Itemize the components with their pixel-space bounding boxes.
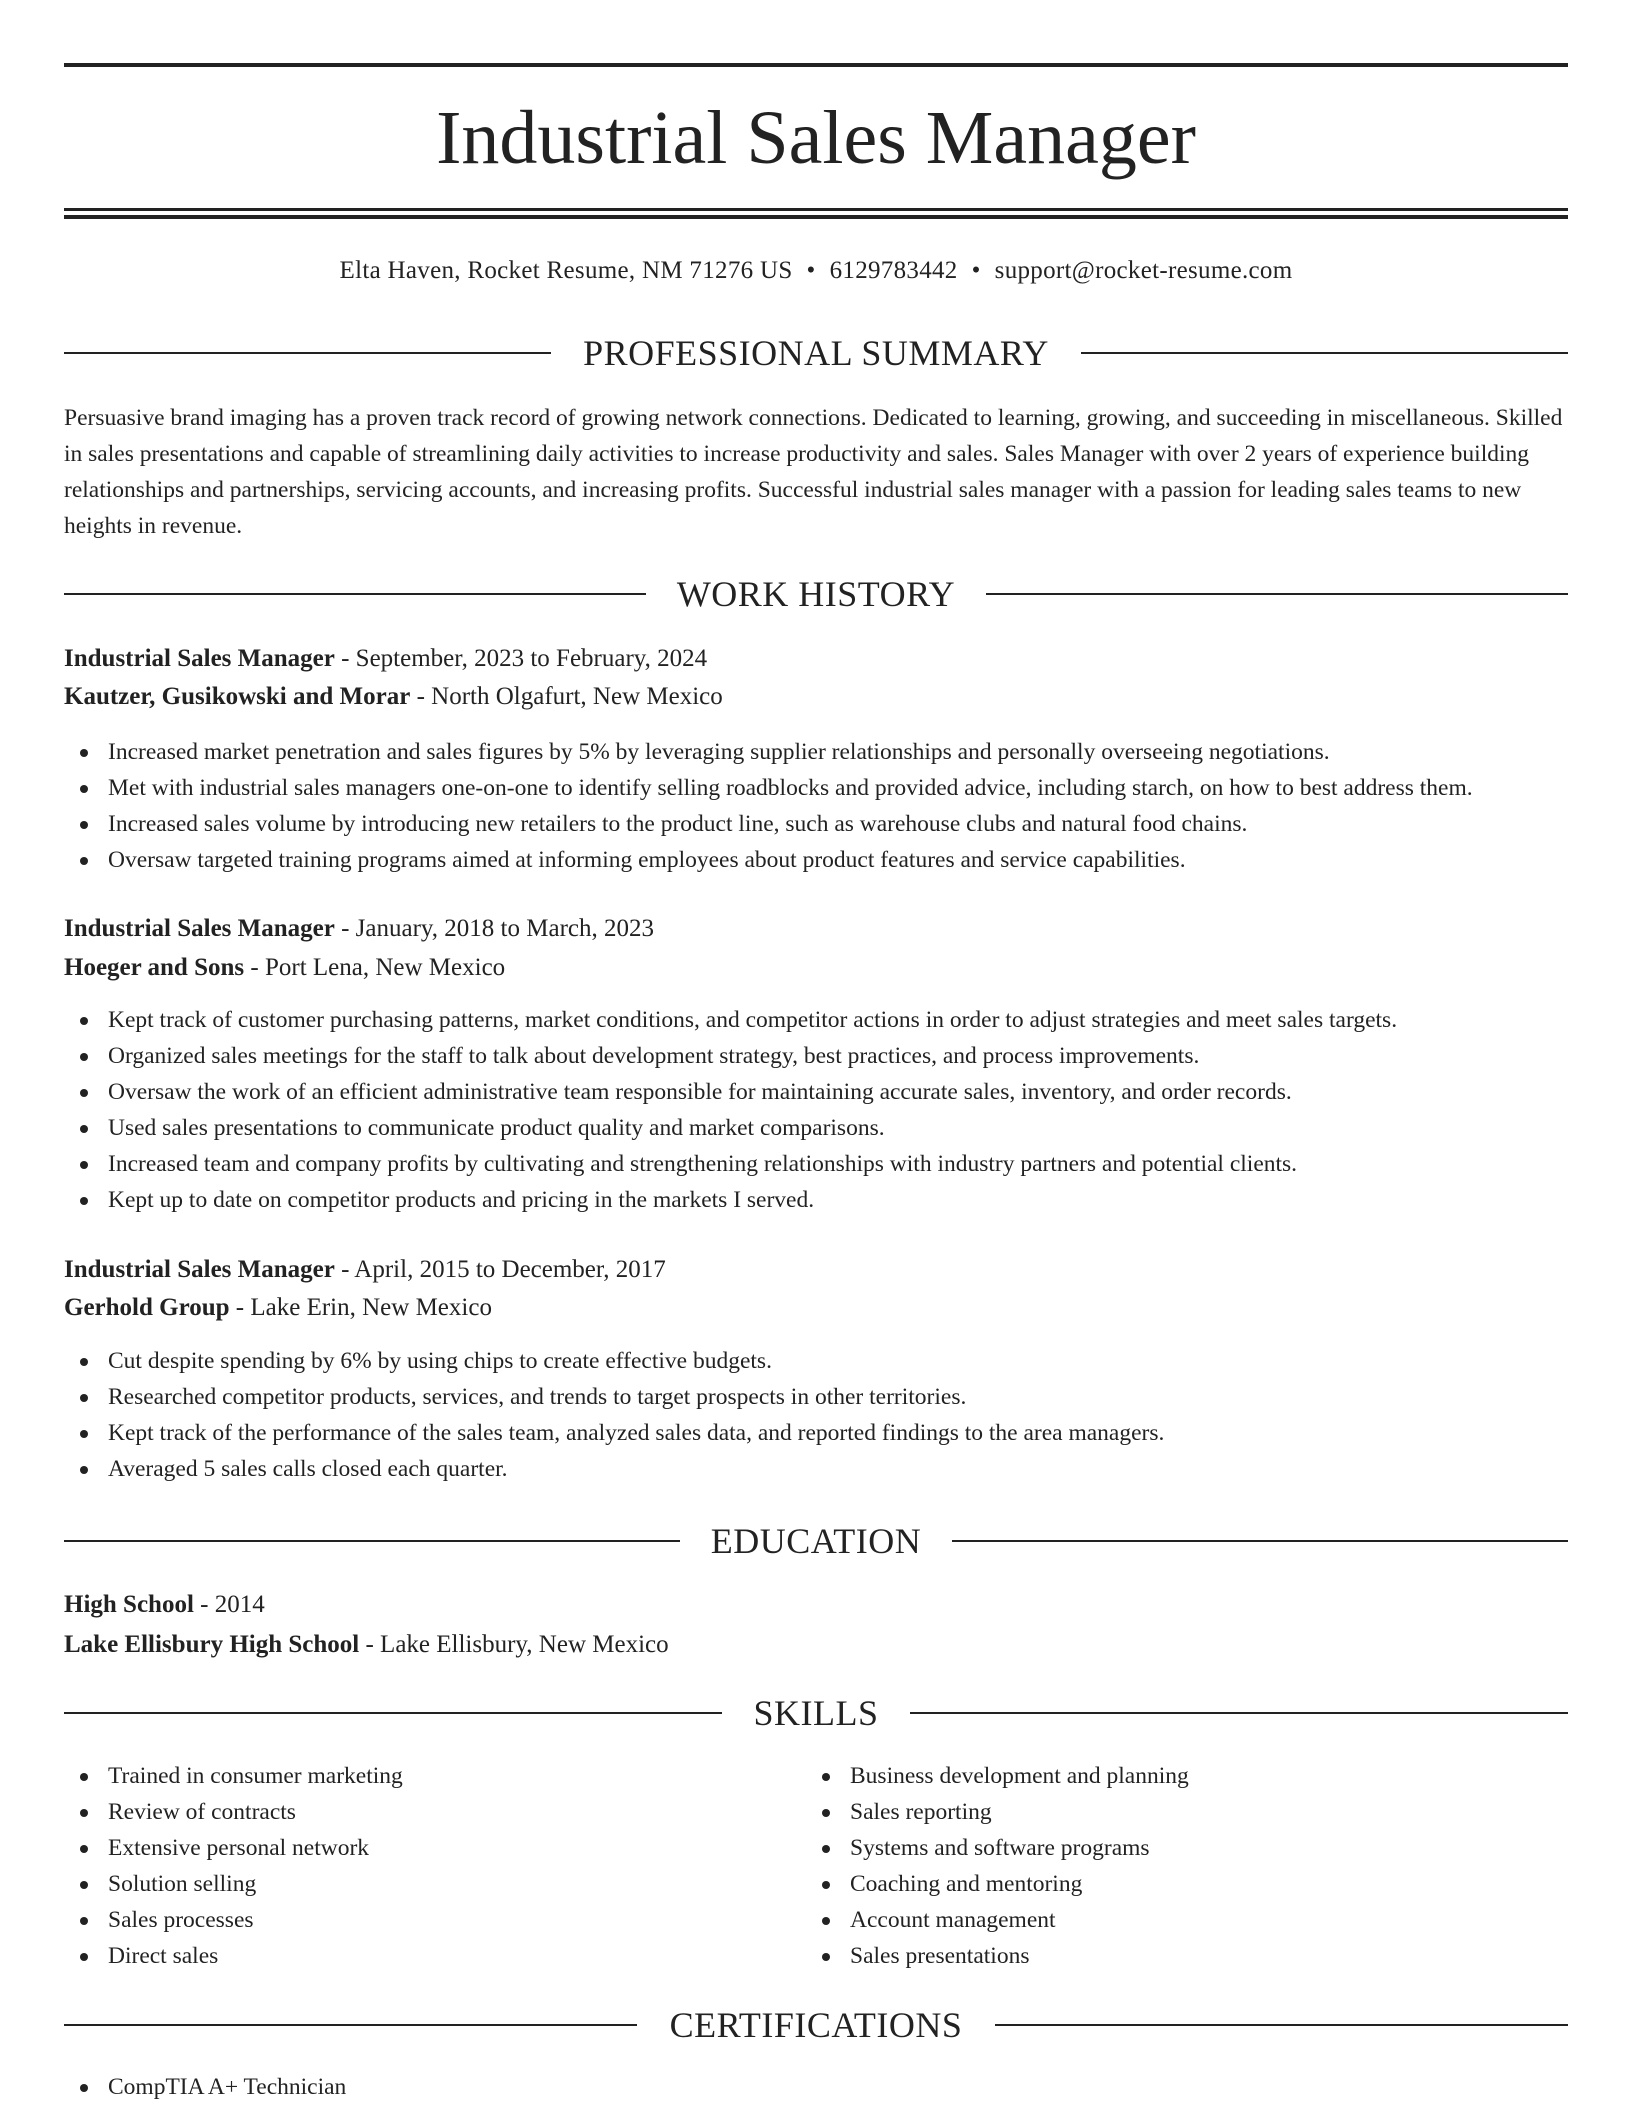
- job-company-line: [64, 950, 505, 986]
- education-school: Lake Ellisbury High School: [64, 1631, 360, 1658]
- section-header-skills: [64, 1689, 1568, 1737]
- job-bullets: [64, 1343, 1164, 1487]
- job-title: Industrial Sales Manager: [64, 1256, 335, 1283]
- contact-line: [64, 254, 1568, 288]
- list-item: Increased sales volume by introducing new retailers to the product line, such as warehouse clubs and natural food chains.: [64, 806, 1473, 842]
- job-company-line: [64, 679, 723, 715]
- list-item: Increased market penetration and sales figures by 5% by leveraging supplier relationships and personally overseeing negotiations.: [64, 734, 1473, 770]
- skill-item: Sales processes: [64, 1902, 403, 1938]
- list-item: Oversaw the work of an efficient administrative team responsible for maintaining accurate sales, inventory, and order records.: [64, 1074, 1397, 1110]
- job-location: - North Olgafurt, New Mexico: [410, 683, 723, 710]
- skill-item: Trained in consumer marketing: [64, 1758, 403, 1794]
- job-title: Industrial Sales Manager: [64, 915, 335, 942]
- job-title-line: [64, 641, 707, 677]
- education-degree-line: [64, 1587, 265, 1623]
- job-bullets: [64, 734, 1473, 878]
- contact-address: Elta Haven, Rocket Resume, NM 71276 US: [339, 257, 793, 284]
- skill-item: Business development and planning: [806, 1758, 1189, 1794]
- section-header-education: [64, 1517, 1568, 1565]
- list-item: Kept up to date on competitor products and pricing in the markets I served.: [64, 1182, 1397, 1218]
- education-school-line: [64, 1627, 669, 1663]
- job-location: - Lake Erin, New Mexico: [229, 1294, 492, 1321]
- section-title: EDUCATION: [710, 1521, 922, 1561]
- job-dates: - January, 2018 to March, 2023: [334, 915, 654, 942]
- list-item: Increased team and company profits by cultivating and strengthening relationships with industry partners and potential clients.: [64, 1146, 1397, 1182]
- contact-phone: 6129783442: [829, 257, 958, 284]
- skill-item: Systems and software programs: [806, 1830, 1189, 1866]
- list-item: Oversaw targeted training programs aimed at informing employees about product features and service capabilities.: [64, 842, 1473, 878]
- job-company: Kautzer, Gusikowski and Morar: [64, 683, 411, 710]
- summary-paragraph: Persuasive brand imaging has a proven track record of growing network connections. Dedicated to learning, growing, and succeeding in miscellaneous. Skilled in sales presentations and capable of streamlining daily activities to increase productivity and sales. Sales Manager with over 2 years of experience building relationships and partnerships, servicing accounts, and increasing profits. Successful industrial sales manager with a passion for leading sales teams to new heights in revenue.: [64, 405, 1563, 539]
- education-year: - 2014: [193, 1591, 265, 1618]
- section-header-work-history: [64, 570, 1568, 618]
- list-item: Researched competitor products, services, and trends to target prospects in other territories.: [64, 1379, 1164, 1415]
- job-dates: - April, 2015 to December, 2017: [334, 1256, 666, 1283]
- skill-item: Solution selling: [64, 1866, 403, 1902]
- skill-item: Sales reporting: [806, 1794, 1189, 1830]
- certifications-list: [64, 2069, 346, 2105]
- list-item: Kept track of customer purchasing patterns, market conditions, and competitor actions in order to adjust strategies and meet sales targets.: [64, 1002, 1397, 1038]
- list-item: Used sales presentations to communicate product quality and market comparisons.: [64, 1110, 1397, 1146]
- job-company: Gerhold Group: [64, 1294, 230, 1321]
- skill-item: Coaching and mentoring: [806, 1866, 1189, 1902]
- job-company: Hoeger and Sons: [64, 954, 245, 981]
- job-location: - Port Lena, New Mexico: [244, 954, 506, 981]
- job-title-line: [64, 911, 654, 947]
- section-title: SKILLS: [753, 1693, 879, 1733]
- skill-item: Extensive personal network: [64, 1830, 403, 1866]
- list-item: Cut despite spending by 6% by using chips to create effective budgets.: [64, 1343, 1164, 1379]
- list-item: Averaged 5 sales calls closed each quarter.: [64, 1451, 1164, 1487]
- list-item: Met with industrial sales managers one-on-one to identify selling roadblocks and provided advice, including starch, on how to best address them.: [64, 770, 1473, 806]
- skill-item: Sales presentations: [806, 1938, 1189, 1974]
- certification-item: CompTIA A+ Technician: [64, 2069, 346, 2105]
- skill-item: Direct sales: [64, 1938, 403, 1974]
- skill-item: Review of contracts: [64, 1794, 403, 1830]
- job-title-line: [64, 1252, 666, 1288]
- list-item: Organized sales meetings for the staff to talk about development strategy, best practices, and process improvements.: [64, 1038, 1397, 1074]
- job-bullets: [64, 1002, 1397, 1218]
- contact-separator: •: [971, 257, 981, 284]
- contact-separator: •: [806, 257, 816, 284]
- skills-list-right: [806, 1758, 1189, 1974]
- skills-list-left: [64, 1758, 403, 1974]
- education-location: - Lake Ellisbury, New Mexico: [359, 1631, 669, 1658]
- page-title: Industrial Sales Manager: [436, 96, 1196, 180]
- title-double-divider: [64, 208, 1568, 219]
- job-dates: - September, 2023 to February, 2024: [334, 645, 708, 672]
- section-header-certifications: [64, 2001, 1568, 2049]
- job-company-line: [64, 1290, 492, 1326]
- skill-item: Account management: [806, 1902, 1189, 1938]
- section-title: WORK HISTORY: [676, 574, 956, 614]
- job-title: Industrial Sales Manager: [64, 645, 335, 672]
- section-header-summary: [64, 329, 1568, 377]
- section-title: CERTIFICATIONS: [669, 2005, 963, 2045]
- section-title: PROFESSIONAL SUMMARY: [583, 333, 1049, 373]
- education-degree: High School: [64, 1591, 194, 1618]
- contact-email: support@rocket-resume.com: [994, 257, 1293, 284]
- list-item: Kept track of the performance of the sales team, analyzed sales data, and reported findings to the area managers.: [64, 1415, 1164, 1451]
- top-divider: [64, 63, 1568, 67]
